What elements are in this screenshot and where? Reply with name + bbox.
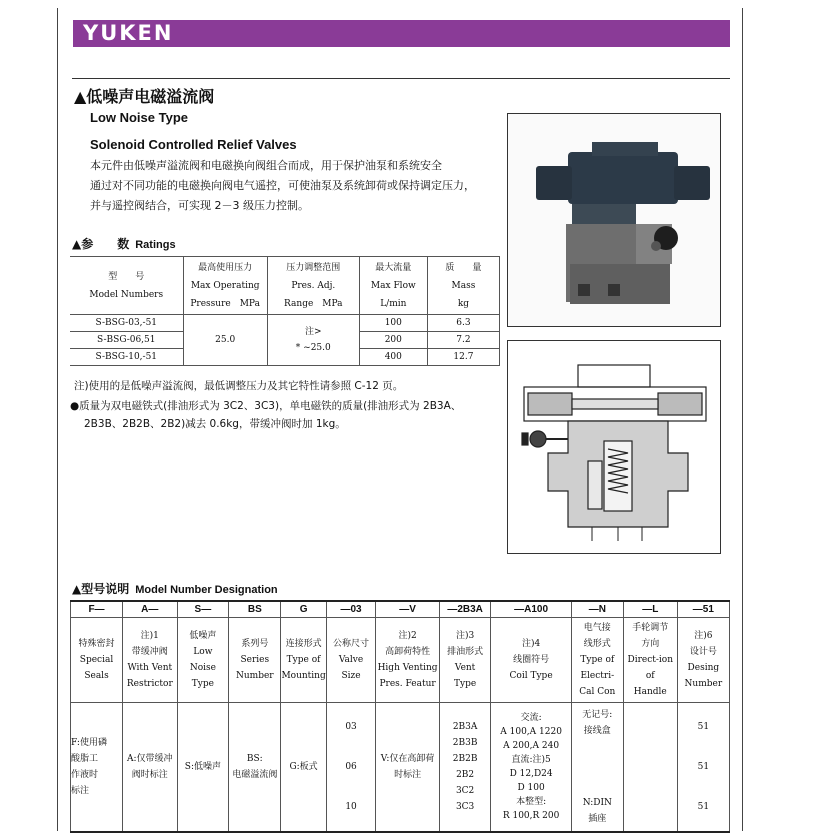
option-low-noise: S:低噪声 [177, 703, 229, 833]
cross-section-diagram [507, 340, 721, 554]
code-cell: —V [376, 601, 439, 618]
label-coil-type: 注)4 线圈符号 Coil Type [491, 618, 571, 703]
option-design-number: 51 51 51 [677, 703, 729, 833]
adj-cell: 注> * ~25.0 [267, 315, 359, 366]
option-high-venting: V:仅在高卸荷 时标注 [376, 703, 439, 833]
description-line-1: 本元件由低噪声溢流阀和电磁换向阀组合而成，用于保护油泵和系统安全 [90, 159, 442, 172]
header-mass: 质 量 Mass kg [427, 257, 499, 315]
label-electrical: 电气接 线形式 Type of Electri- Cal Con [571, 618, 623, 703]
option-vent-restrictor: A:仅带缓冲 阀时标注 [123, 703, 178, 833]
label-handle: 手轮调节 方向 Direct-ion of Handle [623, 618, 677, 703]
label-low-noise: 低噪声 Low Noise Type [177, 618, 229, 703]
code-cell: —N [571, 601, 623, 618]
header-model: 型 号 Model Numbers [70, 257, 183, 315]
option-row [71, 703, 730, 833]
label-series: 系列号 Series Number [229, 618, 281, 703]
mass-cell: 7.2 [427, 332, 499, 349]
ratings-heading-en: Ratings [135, 239, 176, 251]
label-valve-size: 公称尺寸 Valve Size [326, 618, 376, 703]
option-mounting: G:板式 [281, 703, 326, 833]
designation-heading [72, 580, 278, 597]
label-high-venting: 注)2 高卸荷特性 High Venting Pres. Featur [376, 618, 439, 703]
page-title-cn: ▲低噪声电磁溢流阀 [74, 87, 215, 106]
designation-table [70, 600, 730, 833]
option-electrical: 无记号: 接线盒 N:DIN 插座 [571, 703, 623, 833]
code-cell: —03 [326, 601, 376, 618]
valve-photo-image [508, 114, 720, 326]
flow-cell: 200 [359, 332, 427, 349]
label-design-number: 注)6 设计号 Desing Number [677, 618, 729, 703]
code-cell: —A100 [491, 601, 571, 618]
ratings-table [70, 256, 500, 366]
label-vent-restrictor: 注)1 带缓冲阀 With Vent Restrictor [123, 618, 178, 703]
designation-heading-en: Model Number Designation [135, 584, 278, 596]
code-cell: —2B3A [439, 601, 491, 618]
note-2-line-2: 2B3B、2B2B、2B2)减去 0.6kg，带缓冲阀时加 1kg。 [84, 418, 346, 430]
mass-cell: 12.7 [427, 349, 499, 366]
label-row [71, 618, 730, 703]
table-row [70, 315, 500, 332]
valve-section-drawing [508, 341, 720, 553]
label-special-seals: 特殊密封 Special Seals [71, 618, 123, 703]
title-rule [72, 78, 730, 79]
option-series: BS: 电磁溢流阀 [229, 703, 281, 833]
description-line-3: 并与遥控阀结合，可实现 2－3 级压力控制。 [90, 199, 309, 212]
page-title-en-2: Solenoid Controlled Relief Valves [90, 137, 297, 152]
brand-header-bar [73, 20, 730, 47]
model-cell: S-BSG-03,-51 [70, 315, 183, 332]
code-cell: —L [623, 601, 677, 618]
label-mounting: 连接形式 Type of Mounting [281, 618, 326, 703]
page-title-en-1: Low Noise Type [90, 110, 188, 125]
model-cell: S-BSG-06,51 [70, 332, 183, 349]
yuken-logo: YUKEN [83, 21, 174, 45]
code-cell: F— [71, 601, 123, 618]
option-valve-size: 03 06 10 [326, 703, 376, 833]
note-2-line-1: ●质量为双电磁铁式(排油形式为 3C2、3C3)，单电磁铁的质量(排油形式为 2B3A、 [70, 400, 462, 412]
option-vent-type: 2B3A 2B3B 2B2B 2B2 3C2 3C3 [439, 703, 491, 833]
code-cell: G [281, 601, 326, 618]
header-adj-range: 压力调整范围 Pres. Adj. Range MPa [267, 257, 359, 315]
note-1: 注)使用的是低噪声溢流阀，最低调整压力及其它特性请参照 C-12 页。 [74, 380, 404, 392]
option-coil-type: 交流: A 100,A 1220 A 200,A 240 直流:注)5 D 12,D24 D 100 本整型: R 100,R 200 [491, 703, 571, 833]
model-cell: S-BSG-10,-51 [70, 349, 183, 366]
code-cell: —51 [677, 601, 729, 618]
description-line-2: 通过对不同功能的电磁换向阀电气遥控，可使油泵及系统卸荷或保持调定压力， [90, 179, 475, 192]
ratings-heading-cn: ▲参 数 [72, 237, 130, 251]
ratings-heading [72, 235, 176, 252]
header-max-flow: 最大流量 Max Flow L/min [359, 257, 427, 315]
header-pressure: 最高使用压力 Max Operating Pressure MPa [183, 257, 267, 315]
code-row [71, 601, 730, 618]
pressure-cell: 25.0 [183, 315, 267, 366]
mass-cell: 6.3 [427, 315, 499, 332]
code-cell: S— [177, 601, 229, 618]
flow-cell: 100 [359, 315, 427, 332]
code-cell: A— [123, 601, 178, 618]
product-photo [507, 113, 721, 327]
code-cell: BS [229, 601, 281, 618]
option-handle [623, 703, 677, 833]
option-special-seals: F:使用磷 酸脂工 作液时 标注 [71, 703, 123, 833]
designation-heading-cn: ▲型号说明 [72, 582, 130, 596]
flow-cell: 400 [359, 349, 427, 366]
label-vent-type: 注)3 排油形式 Vent Type [439, 618, 491, 703]
